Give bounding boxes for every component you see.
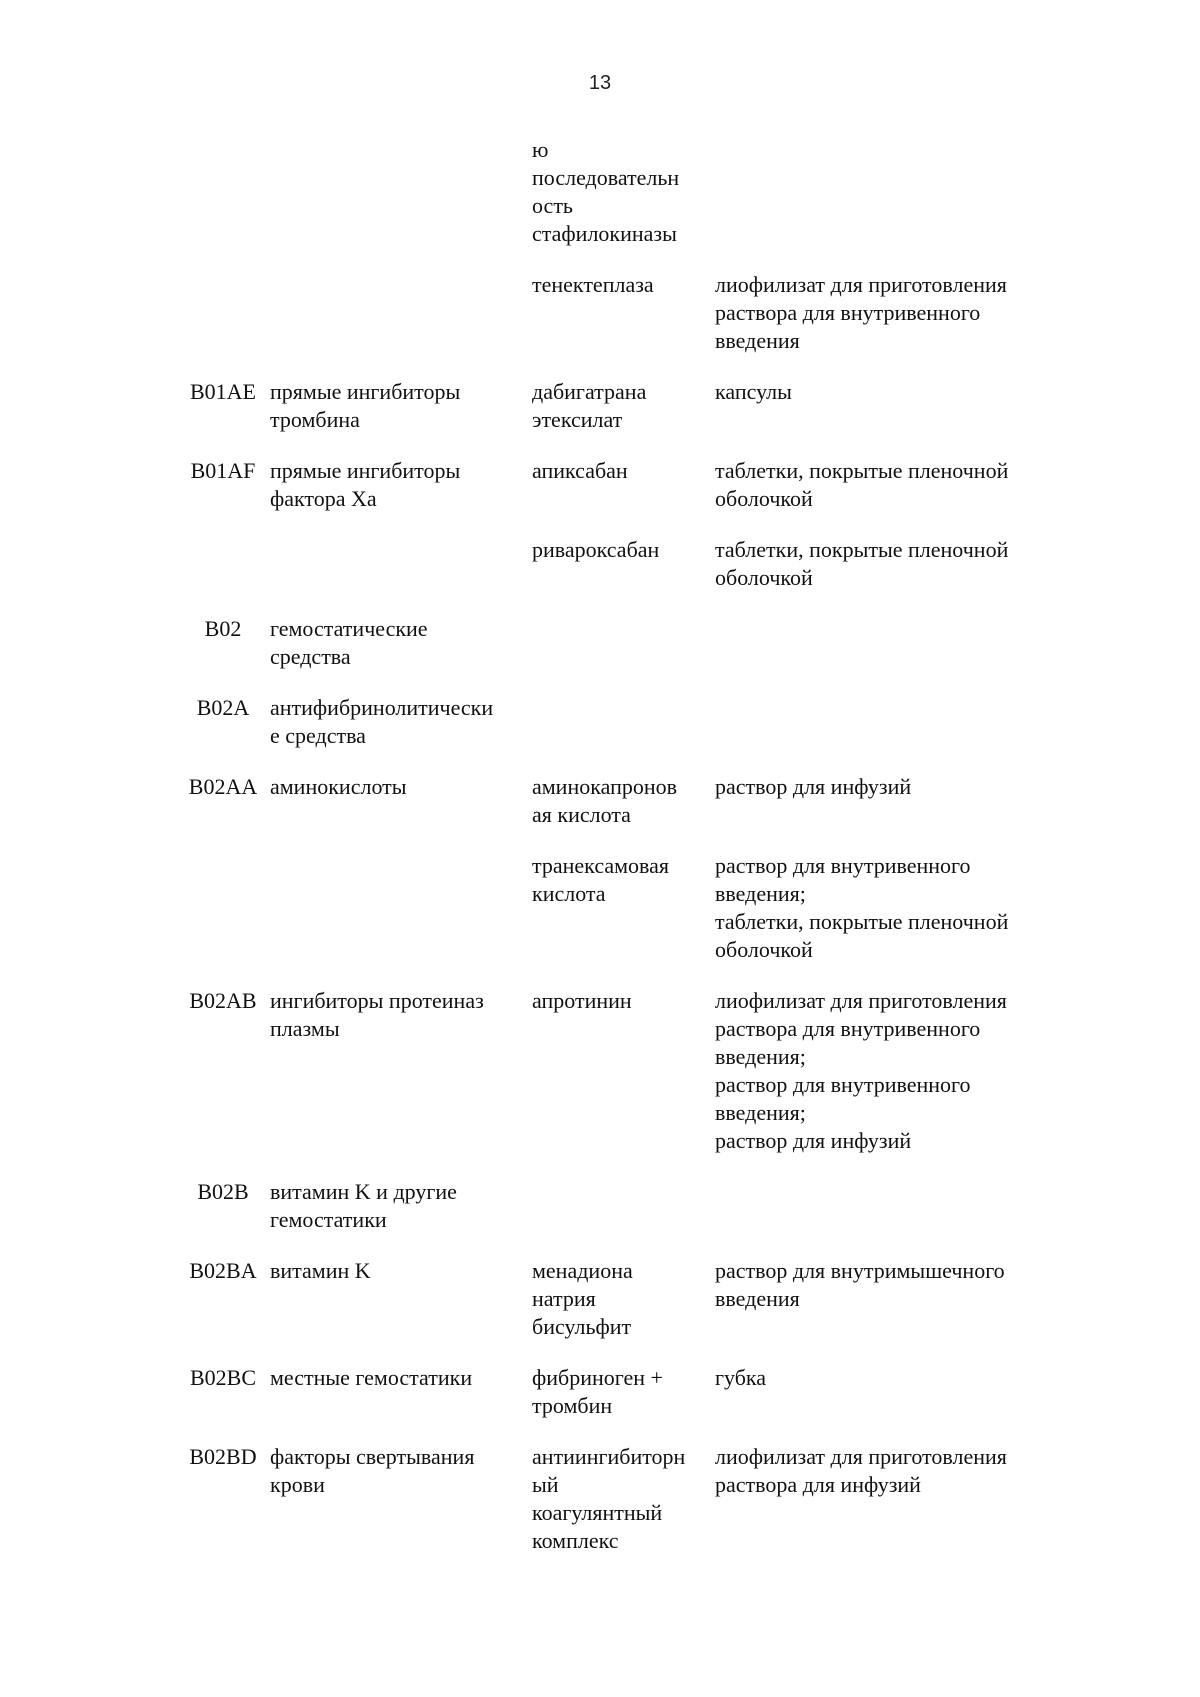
drug-name: менадиона натрия бисульфит <box>532 1258 633 1339</box>
atc-group: гемостатические средства <box>270 616 428 669</box>
page-number: 13 <box>588 72 612 94</box>
drug-name: апиксабан <box>532 458 628 483</box>
atc-group: витамин K <box>270 1258 371 1283</box>
dosage-form: губка <box>715 1365 767 1390</box>
atc-group: витамин K и другие гемостатики <box>270 1179 457 1232</box>
dosage-form: капсулы <box>715 379 792 404</box>
dosage-form: таблетки, покрытые пленочной оболочкой <box>715 458 1009 511</box>
drug-name: ривароксабан <box>532 537 660 562</box>
table-row <box>182 987 1062 1155</box>
atc-code: B01AE <box>190 379 256 404</box>
drug-table <box>182 136 1062 1578</box>
atc-code: B02AB <box>189 988 257 1013</box>
table-row <box>182 1364 1062 1420</box>
dosage-form: лиофилизат для приготовления раствора для внутривенного введения; раствор для внутривенного введения; раствор для инфузий <box>715 988 1007 1153</box>
atc-group: прямые ингибиторы фактора Xa <box>270 458 461 511</box>
dosage-form: раствор для внутривенного введения; таблетки, покрытые пленочной оболочкой <box>715 853 1009 962</box>
atc-group: ингибиторы протеиназ плазмы <box>270 988 484 1041</box>
atc-group: аминокислоты <box>270 774 407 799</box>
atc-code: B02AA <box>188 774 258 799</box>
table-row <box>182 852 1062 964</box>
table-row <box>182 1257 1062 1341</box>
dosage-form: раствор для внутримышечного введения <box>715 1258 1005 1311</box>
table-row <box>182 136 1062 248</box>
atc-group: прямые ингибиторы тромбина <box>270 379 461 432</box>
table-row <box>182 378 1062 434</box>
dosage-form: лиофилизат для приготовления раствора для внутривенного введения <box>715 272 1007 353</box>
atc-group: местные гемостатики <box>270 1365 473 1390</box>
atc-code: B02BC <box>189 1365 257 1390</box>
drug-name: дабигатрана этексилат <box>532 379 647 432</box>
dosage-form: лиофилизат для приготовления раствора для инфузий <box>715 1444 1007 1497</box>
atc-code: B02B <box>197 1179 249 1204</box>
atc-code: B02BA <box>189 1258 257 1283</box>
atc-group: факторы свертывания крови <box>270 1444 475 1497</box>
atc-code: B02BD <box>189 1444 257 1469</box>
table-row <box>182 615 1062 671</box>
table-row <box>182 536 1062 592</box>
dosage-form: таблетки, покрытые пленочной оболочкой <box>715 537 1009 590</box>
drug-name: апротинин <box>532 988 632 1013</box>
atc-code: B02 <box>204 616 242 641</box>
atc-code: B02A <box>196 695 250 720</box>
drug-name: ю последовательн ость стафилокиназы <box>532 137 680 246</box>
table-row <box>182 1178 1062 1234</box>
dosage-form: раствор для инфузий <box>715 774 912 799</box>
drug-name: тенектеплаза <box>532 272 654 297</box>
atc-group: антифибринолитически е средства <box>270 695 494 748</box>
atc-code: B01AF <box>190 458 256 483</box>
table-row <box>182 694 1062 750</box>
drug-name: аминокапронов ая кислота <box>532 774 677 827</box>
table-row <box>182 457 1062 513</box>
drug-name: антиингибиторн ый коагулянтный комплекс <box>532 1444 686 1553</box>
table-row <box>182 1443 1062 1555</box>
drug-name: транексамовая кислота <box>532 853 670 906</box>
table-row <box>182 271 1062 355</box>
table-row <box>182 773 1062 829</box>
drug-name: фибриноген + тромбин <box>532 1365 663 1418</box>
